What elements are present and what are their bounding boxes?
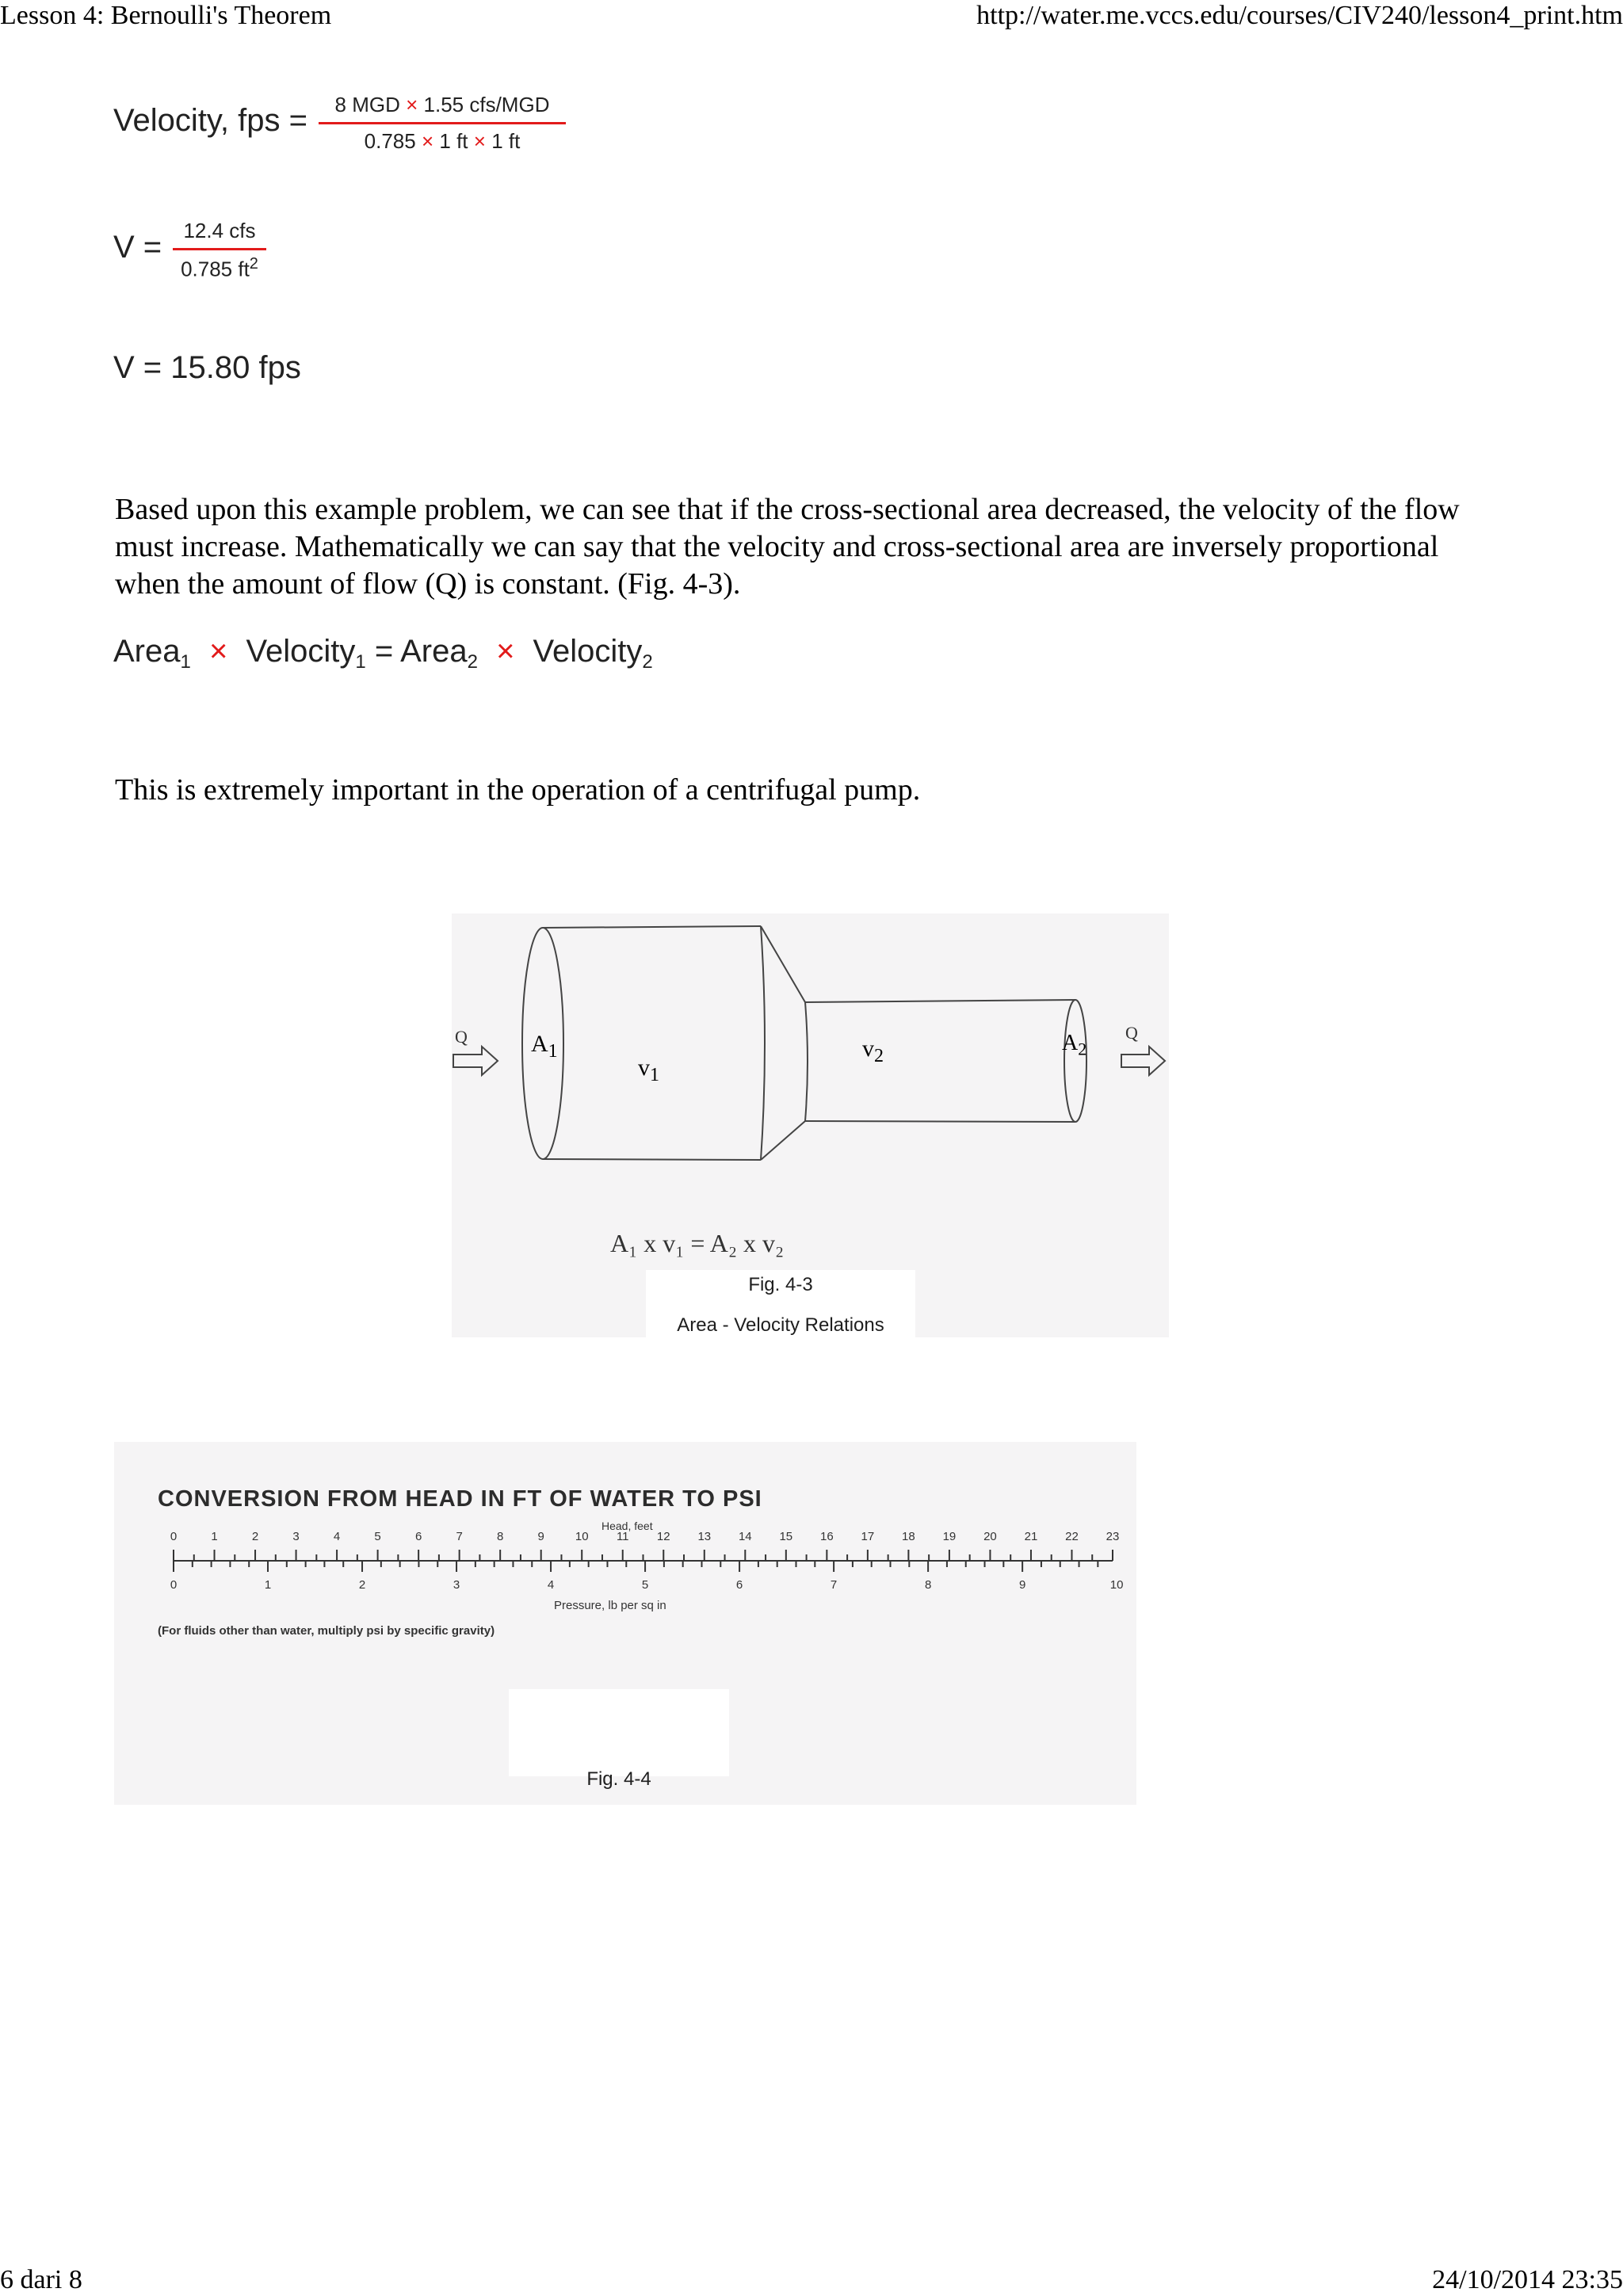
head-tick-label: 4 (333, 1530, 341, 1543)
pressure-tick-label: 10 (1109, 1578, 1124, 1592)
velocity-equation-label: Velocity, fps = (113, 103, 307, 138)
velocity-numerator (319, 93, 566, 117)
caption-box (509, 1689, 729, 1776)
head-tick-label: 0 (170, 1530, 178, 1543)
paragraph-centrifugal-pump: This is extremely important in the operation of a centrifugal pump. (115, 773, 921, 807)
v-result: V = 15.80 fps (113, 350, 301, 385)
times-symbol: × (421, 129, 434, 153)
subscript: 2 (642, 651, 653, 673)
figure-number: Fig. 4-4 (586, 1768, 651, 1790)
pressure-tick-label: 4 (547, 1578, 555, 1592)
head-tick-label: 23 (1106, 1530, 1120, 1543)
pressure-tick-label: 0 (170, 1578, 178, 1592)
velocity-den-b: 1 ft (439, 129, 468, 153)
head-tick-label: 8 (497, 1530, 504, 1543)
velocity-den-c: 1 ft (491, 129, 521, 153)
figure-number: Fig. 4-3 (748, 1274, 813, 1295)
pressure-tick-label: 8 (924, 1578, 932, 1592)
velocity-term: Velocity (246, 634, 356, 669)
head-tick-label: 10 (575, 1530, 589, 1543)
v1-subscript: 1 (650, 1065, 659, 1085)
head-tick-label: 7 (456, 1530, 463, 1543)
head-tick-label: 5 (374, 1530, 381, 1543)
area-term: Area (400, 634, 468, 669)
head-tick-label: 16 (820, 1530, 834, 1543)
continuity-equation (113, 634, 653, 673)
pressure-tick-label: 9 (1018, 1578, 1026, 1592)
times-symbol: × (473, 129, 486, 153)
a2-label (1062, 1031, 1086, 1060)
head-tick-label: 19 (942, 1530, 957, 1543)
head-tick-label: 11 (616, 1530, 629, 1543)
head-tick-label: 12 (656, 1530, 670, 1543)
head-axis-label: Head, feet (601, 1520, 653, 1532)
pressure-tick-label: 3 (453, 1578, 460, 1592)
subscript: 1 (355, 651, 366, 673)
v1-letter: v (638, 1055, 650, 1081)
velocity-term: Velocity (533, 634, 643, 669)
fraction-bar (173, 248, 266, 250)
velocity-fraction (319, 93, 566, 154)
head-tick-label: 13 (697, 1530, 712, 1543)
paragraph-area-velocity: Based upon this example problem, we can see that if the cross-sectional area decreased, the velocity of the flow must increase. Mathematically we can say that the velocity and cross-sectional area are inversely proportional when the amount of flow (Q) is constant. (Fig. 4-3). (115, 493, 1460, 601)
v2-label (862, 1035, 884, 1067)
head-tick-label: 18 (902, 1530, 915, 1543)
figure-title: Area - Velocity Relations (677, 1314, 884, 1336)
q-in-label: Q (455, 1027, 468, 1047)
velocity-num-b: 1.55 cfs/MGD (423, 93, 550, 116)
head-tick-label: 6 (414, 1530, 422, 1543)
page-header-title: Lesson 4: Bernoulli's Theorem (0, 1, 332, 30)
figure-4-3 (452, 913, 1169, 1337)
a1-label (531, 1031, 558, 1062)
v-denominator (173, 255, 266, 282)
specific-gravity-note: (For fluids other than water, multiply psi by specific gravity) (158, 1624, 495, 1638)
page-footer-number: 6 dari 8 (0, 2265, 82, 2294)
pressure-tick-label: 6 (735, 1578, 743, 1592)
page-header-url: http://water.me.vccs.edu/courses/CIV240/lesson4_print.htm (976, 1, 1623, 30)
head-tick-label: 15 (779, 1530, 793, 1543)
pressure-tick-label: 7 (830, 1578, 838, 1592)
v-den-text: 0.785 ft (181, 257, 250, 281)
head-tick-label: 20 (983, 1530, 997, 1543)
head-tick-label: 1 (211, 1530, 218, 1543)
head-tick-label: 9 (537, 1530, 544, 1543)
v-numerator: 12.4 cfs (183, 219, 256, 242)
figure-equation: A₁ x v₁ = A₂ x v₂ (610, 1229, 785, 1257)
a2-letter: A (1062, 1031, 1079, 1055)
head-tick-label: 21 (1024, 1530, 1038, 1543)
head-tick-label: 22 (1065, 1530, 1079, 1543)
pressure-tick-label: 1 (264, 1578, 272, 1592)
velocity-num-a: 8 MGD (334, 93, 400, 116)
area-term: Area (113, 634, 181, 669)
velocity-den-a: 0.785 (364, 129, 416, 153)
a1-letter: A (531, 1031, 548, 1057)
equals-sign: = (374, 634, 394, 669)
head-tick-label: 14 (738, 1530, 752, 1543)
v-fraction (173, 219, 266, 282)
head-tick-label: 2 (251, 1530, 259, 1543)
a2-subscript: 2 (1078, 1039, 1087, 1059)
pressure-tick-label: 5 (641, 1578, 649, 1592)
fraction-bar (319, 122, 566, 124)
conversion-title: CONVERSION FROM HEAD IN FT OF WATER TO PSI (158, 1486, 762, 1512)
figure-4-4 (114, 1442, 1136, 1805)
pressure-axis-label: Pressure, lb per sq in (554, 1599, 666, 1612)
subscript: 1 (180, 651, 191, 673)
head-tick-label: 3 (292, 1530, 300, 1543)
pressure-tick-label: 2 (358, 1578, 366, 1592)
v2-letter: v (862, 1035, 874, 1062)
velocity-denominator (319, 129, 566, 154)
times-symbol: × (208, 634, 228, 669)
q-out-label: Q (1125, 1023, 1138, 1043)
page-footer-datetime: 24/10/2014 23:35 (1432, 2265, 1623, 2294)
head-tick-label: 17 (861, 1530, 875, 1543)
v1-label (638, 1055, 659, 1086)
a1-subscript: 1 (548, 1041, 558, 1062)
subscript: 2 (467, 651, 478, 673)
v-den-exponent: 2 (249, 255, 258, 273)
v2-subscript: 2 (874, 1046, 884, 1066)
times-symbol: × (496, 634, 515, 669)
times-symbol: × (406, 93, 418, 116)
v-equation-label: V = (113, 230, 162, 265)
